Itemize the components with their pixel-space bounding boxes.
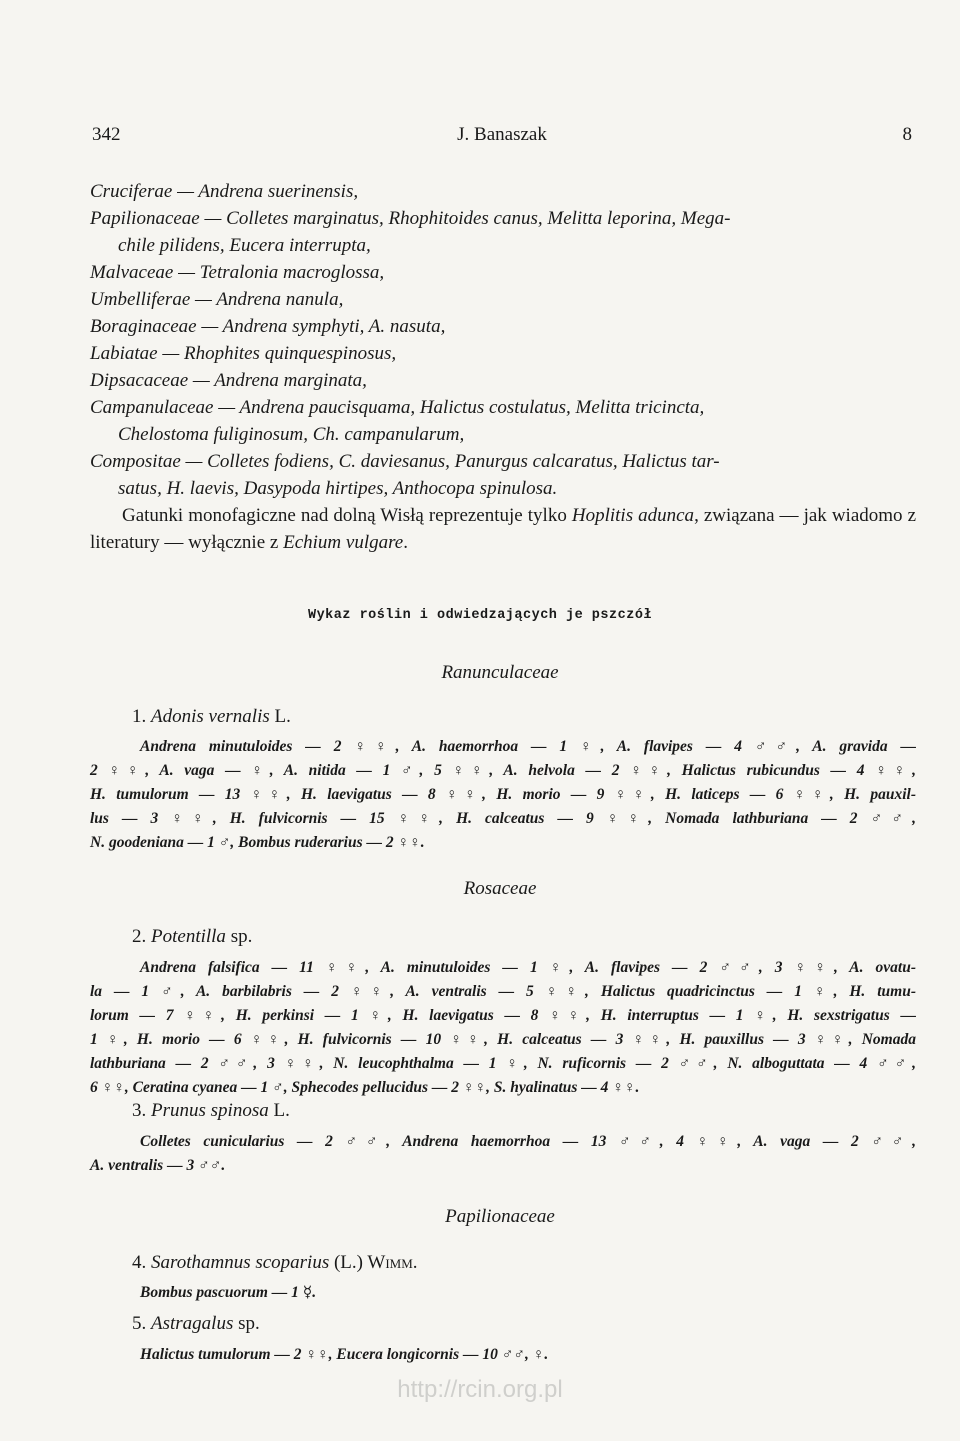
plant-author: L. (274, 706, 291, 727)
bee-record-line: 2 ♀♀, A. vaga — ♀, A. nitida — 1 ♂, 5 ♀♀, A. helvola — 2 ♀♀, Halictus rubicundus — 4 ♀♀, (90, 762, 916, 779)
plant-number: 1. (132, 706, 147, 727)
bee-list (90, 1130, 916, 1178)
bee-species-text: — Tetralonia macroglossa, (173, 262, 385, 283)
bee-record-line: la — 1 ♂, A. barbilabris — 2 ♀♀, A. ventralis — 5 ♀♀, Halictus quadricinctus — 1 ♀, H. tumu- (90, 983, 916, 1000)
paragraph-fragment: , związana — jak wiadomo z literatury — wyłącznie z (90, 505, 916, 553)
intro-line (90, 448, 916, 475)
bee-species-text: chile pilidens, Eucera interrupta, (118, 235, 371, 256)
plant-family-name: Umbelliferae (90, 289, 191, 310)
intro-line (90, 178, 916, 205)
paragraph-fragment: Echium vulgare (283, 532, 404, 553)
intro-line (90, 475, 916, 502)
watermark-url: http://rcin.org.pl (397, 1376, 563, 1403)
bee-record-line: 1 ♀, H. morio — 6 ♀♀, H. fulvicornis — 10 ♀♀, H. calceatus — 3 ♀♀, H. pauxillus — 3 ♀♀, Nomada (90, 1031, 916, 1048)
plant-author: sp. (238, 1313, 260, 1334)
bee-record-line: 6 ♀♀, Ceratina cyanea — 1 ♂, Sphecodes pellucidus — 2 ♀♀, S. hyalinatus — 4 ♀♀. (90, 1079, 640, 1096)
bee-list (90, 956, 916, 1100)
family-heading: Rosaceae (463, 878, 537, 899)
plant-entry (132, 1252, 418, 1274)
paragraph-fragment: Gatunki monofagiczne nad dolną Wisłą reprezentuje tylko (122, 505, 572, 526)
plant-name: Adonis vernalis (151, 706, 270, 727)
intro-line (90, 421, 916, 448)
plant-number: 2. (132, 926, 147, 947)
plant-author: sp. (230, 926, 253, 947)
plant-family-name: Malvaceae (90, 262, 174, 283)
author-name: J. Banaszak (457, 124, 547, 145)
intro-line (90, 232, 916, 259)
bee-list (90, 1343, 916, 1367)
plant-name: Sarothamnus scoparius (151, 1252, 330, 1273)
plant-number: 4. (132, 1252, 147, 1273)
bee-record-line: Andrena minutuloides — 2 ♀♀, A. haemorrhoa — 1 ♀, A. flavipes — 4 ♂♂, A. gravida — (140, 738, 916, 755)
bee-record-line: H. tumulorum — 13 ♀♀, H. laevigatus — 8 ♀♀, H. morio — 9 ♀♀, H. laticeps — 6 ♀♀, H. pauxil- (90, 786, 916, 803)
bee-record-line: Andrena falsifica — 11 ♀♀, A. minutuloides — 1 ♀, A. flavipes — 2 ♂♂, 3 ♀♀, A. ovatu- (140, 959, 916, 976)
intro-line (90, 205, 916, 232)
plant-entry (132, 1313, 260, 1335)
bee-record-line: lathburiana — 2 ♂♂, 3 ♀♀, N. leucophthalma — 1 ♀, N. ruficornis — 2 ♂♂, N. alboguttata — 4 ♂♂, (90, 1055, 916, 1072)
plant-family-name: Compositae (90, 451, 181, 472)
bee-species-text: Chelostoma fuliginosum, Ch. campanularum, (118, 424, 465, 445)
bee-record-line: Bombus pascuorum — 1 ☿. (140, 1284, 317, 1301)
bee-species-text: — Andrena marginata, (188, 370, 367, 391)
plant-family-name: Labiatae (90, 343, 158, 364)
plant-family-name: Dipsacaceae (90, 370, 189, 391)
plant-family-name: Boraginaceae (90, 316, 197, 337)
plant-name: Potentilla (151, 926, 226, 947)
bee-species-text: satus, H. laevis, Dasypoda hirtipes, Anthocopa spinulosa. (118, 478, 558, 499)
plant-family-name: Papilionaceae (90, 208, 200, 229)
plant-author: (L.) Wimm. (333, 1252, 418, 1273)
intro-line (90, 286, 916, 313)
monophagy-paragraph (90, 502, 916, 556)
plant-name: Prunus spinosa (151, 1100, 269, 1121)
bee-record-line: lus — 3 ♀♀, H. fulvicornis — 15 ♀♀, H. calceatus — 9 ♀♀, Nomada lathburiana — 2 ♂♂, (90, 810, 916, 827)
family-heading: Papilionaceae (445, 1206, 555, 1227)
plant-family-name: Campanulaceae (90, 397, 214, 418)
bee-species-text: — Andrena paucisquama, Halictus costulatus, Melitta tricincta, (213, 397, 705, 418)
bee-species-text: — Rhophites quinquespinosus, (157, 343, 397, 364)
bee-record-line: Halictus tumulorum — 2 ♀♀, Eucera longicornis — 10 ♂♂, ♀. (140, 1346, 549, 1363)
plant-number: 3. (132, 1100, 147, 1121)
bee-species-text: — Andrena suerinensis, (172, 181, 359, 202)
bee-species-text: — Andrena nanula, (190, 289, 344, 310)
bee-record-line: N. goodeniana — 1 ♂, Bombus ruderarius — 2 ♀♀. (90, 834, 425, 851)
bee-record-line: lorum — 7 ♀♀, H. perkinsi — 1 ♀, H. laevigatus — 8 ♀♀, H. interruptus — 1 ♀, H. sexstrigatus — (90, 1007, 916, 1024)
bee-list (90, 1281, 916, 1305)
paragraph-fragment: . (403, 532, 408, 553)
plant-family-name: Cruciferae (90, 181, 173, 202)
intro-line (90, 394, 916, 421)
bee-list (90, 735, 916, 855)
intro-block (90, 178, 916, 556)
plant-entry (132, 926, 252, 948)
plant-author: L. (273, 1100, 290, 1121)
running-header (92, 124, 912, 148)
section-number: 8 (902, 124, 912, 145)
page-number: 342 (92, 124, 121, 145)
plant-number: 5. (132, 1313, 147, 1334)
bee-species-text: — Colletes fodiens, C. daviesanus, Panurgus calcaratus, Halictus tar- (180, 451, 720, 472)
plant-entry (132, 706, 291, 728)
list-title: Wykaz roślin i odwiedzających je pszczół (307, 608, 653, 623)
paragraph-fragment: Hoplitis adunca (571, 505, 695, 526)
plant-name: Astragalus (151, 1313, 234, 1334)
bee-record-line: Colletes cunicularius — 2 ♂♂, Andrena haemorrhoa — 13 ♂♂, 4 ♀♀, A. vaga — 2 ♂♂, (140, 1133, 916, 1150)
intro-line (90, 340, 916, 367)
bee-record-line: A. ventralis — 3 ♂♂. (90, 1157, 226, 1174)
plant-entry (132, 1100, 290, 1122)
intro-line (90, 367, 916, 394)
family-heading: Ranunculaceae (441, 662, 559, 683)
intro-line (90, 259, 916, 286)
intro-line (90, 313, 916, 340)
bee-species-text: — Andrena symphyti, A. nasuta, (196, 316, 446, 337)
bee-species-text: — Colletes marginatus, Rhophitoides canus, Melitta leporina, Mega- (199, 208, 731, 229)
